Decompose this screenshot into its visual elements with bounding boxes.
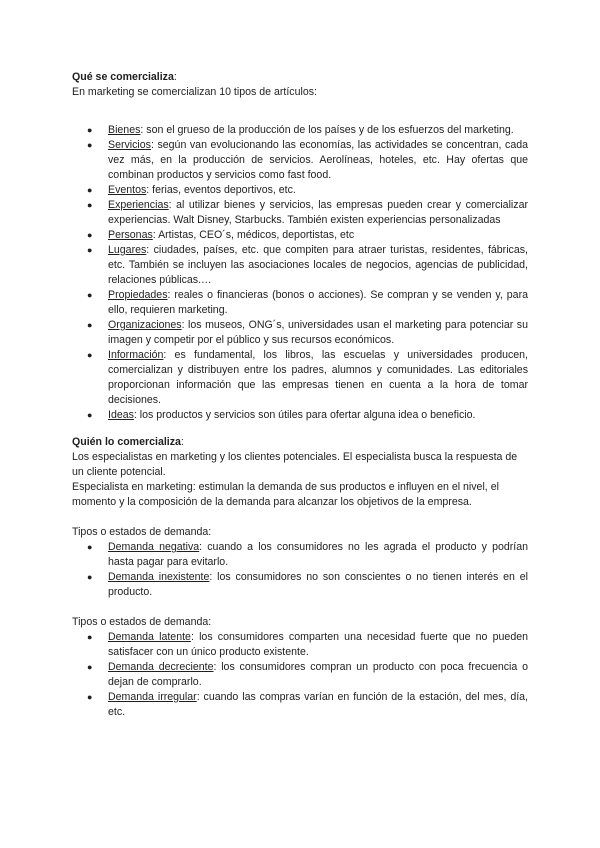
list-item	[72, 540, 528, 570]
item-text: : es fundamental, los libros, las escuelas y universidades producen, comercializan y distribuyen entre los padres, alumnos y comunidades. Las editoriales proporcionan información que las empresas tienen en cuenta a la hora de tomar decisiones.	[108, 349, 528, 406]
item-term: Eventos	[108, 184, 147, 196]
item-term: Lugares	[108, 244, 147, 256]
section-heading-que-se-comercializa: Qué se comercializa:	[72, 71, 177, 83]
item-term: Información	[108, 349, 164, 361]
list-item	[72, 288, 528, 318]
demand-types-list	[72, 630, 528, 720]
list-item	[72, 228, 528, 243]
item-text: : cuando a los consumidores no les agrada el producto y podrían hasta pagar para evitarlo.	[108, 541, 529, 568]
section-intro: En marketing se comercializan 10 tipos de artículos:	[72, 86, 317, 98]
item-term: Organizaciones	[108, 319, 182, 331]
item-term: Propiedades	[108, 289, 168, 301]
list-item	[72, 243, 528, 288]
list-item	[72, 660, 528, 690]
item-term: Demanda latente	[108, 631, 191, 643]
item-text: : ferias, eventos deportivos, etc.	[146, 184, 296, 196]
demand-types-list	[72, 540, 528, 600]
list-item	[72, 408, 528, 423]
item-text: : cuando las compras varían en función de la estación, del mes, día, etc.	[108, 691, 528, 718]
demand-types-title: Tipos o estados de demanda:	[72, 616, 212, 628]
document-content	[72, 70, 528, 720]
item-text: : los consumidores compran un producto con poca frecuencia o dejan de comprarlo.	[108, 661, 528, 688]
item-text: : los productos y servicios son útiles para ofertar alguna idea o beneficio.	[133, 409, 476, 421]
item-term: Demanda decreciente	[108, 661, 214, 673]
section-heading-quien-lo-comercializa: Quién lo comercializa:	[72, 436, 184, 448]
list-item	[72, 183, 528, 198]
demand-types-title: Tipos o estados de demanda:	[72, 526, 212, 538]
item-text: : los consumidores no son conscientes o no tienen interés en el producto.	[108, 571, 528, 598]
list-item	[72, 348, 528, 408]
item-term: Experiencias	[108, 199, 169, 211]
item-term: Servicios	[108, 139, 151, 151]
item-term: Bienes	[108, 124, 141, 136]
item-text: : son el grueso de la producción de los países y de los esfuerzos del marketing.	[140, 124, 514, 136]
item-text: : según van evolucionando las economías, las actividades se concentran, cada vez más, en la producción de servicios. Aerolíneas, hoteles, etc. Hay ofertas que combinan productos y servicios como fast food.	[108, 139, 528, 181]
item-text: : los consumidores comparten una necesidad fuerte que no pueden satisfacer con un único producto existente.	[108, 631, 528, 658]
item-term: Personas	[108, 229, 153, 241]
section-paragraph: Los especialistas en marketing y los clientes potenciales. El especialista busca la respuesta de un cliente potencial.	[72, 451, 518, 478]
item-term: Demanda negativa	[108, 541, 200, 553]
list-item	[72, 123, 528, 138]
list-item	[72, 198, 528, 228]
list-item	[72, 630, 528, 660]
list-item	[72, 318, 528, 348]
list-item	[72, 138, 528, 183]
item-term: Ideas	[108, 409, 134, 421]
item-text: : al utilizar bienes y servicios, las empresas pueden crear y comercializar experiencias. Walt Disney, Starbucks. También existen experiencias personalizadas	[108, 199, 528, 226]
item-text: : reales o financieras (bonos o acciones). Se compran y se venden y, para ello, requieren marketing.	[108, 289, 528, 316]
item-text: : Artistas, CEO´s, médicos, deportistas, etc	[152, 229, 355, 241]
item-term: Demanda irregular	[108, 691, 197, 703]
item-text: : los museos, ONG´s, universidades usan el marketing para potenciar su imagen y competir por el público y sus recursos económicos.	[108, 319, 528, 346]
list-item	[72, 570, 528, 600]
item-term: Demanda inexistente	[108, 571, 210, 583]
section-paragraph: Especialista en marketing: estimulan la demanda de sus productos e influyen en el nivel, el momento y la composición de la demanda para alcanzar los objetivos de la empresa.	[72, 481, 499, 508]
list-item	[72, 690, 528, 720]
item-text: : ciudades, países, etc. que compiten para atraer turistas, residentes, fábricas, etc. También se incluyen las asociaciones locales de negocios, agencias de publicidad, relaciones públicas.…	[108, 244, 528, 286]
article-types-list	[72, 123, 528, 423]
